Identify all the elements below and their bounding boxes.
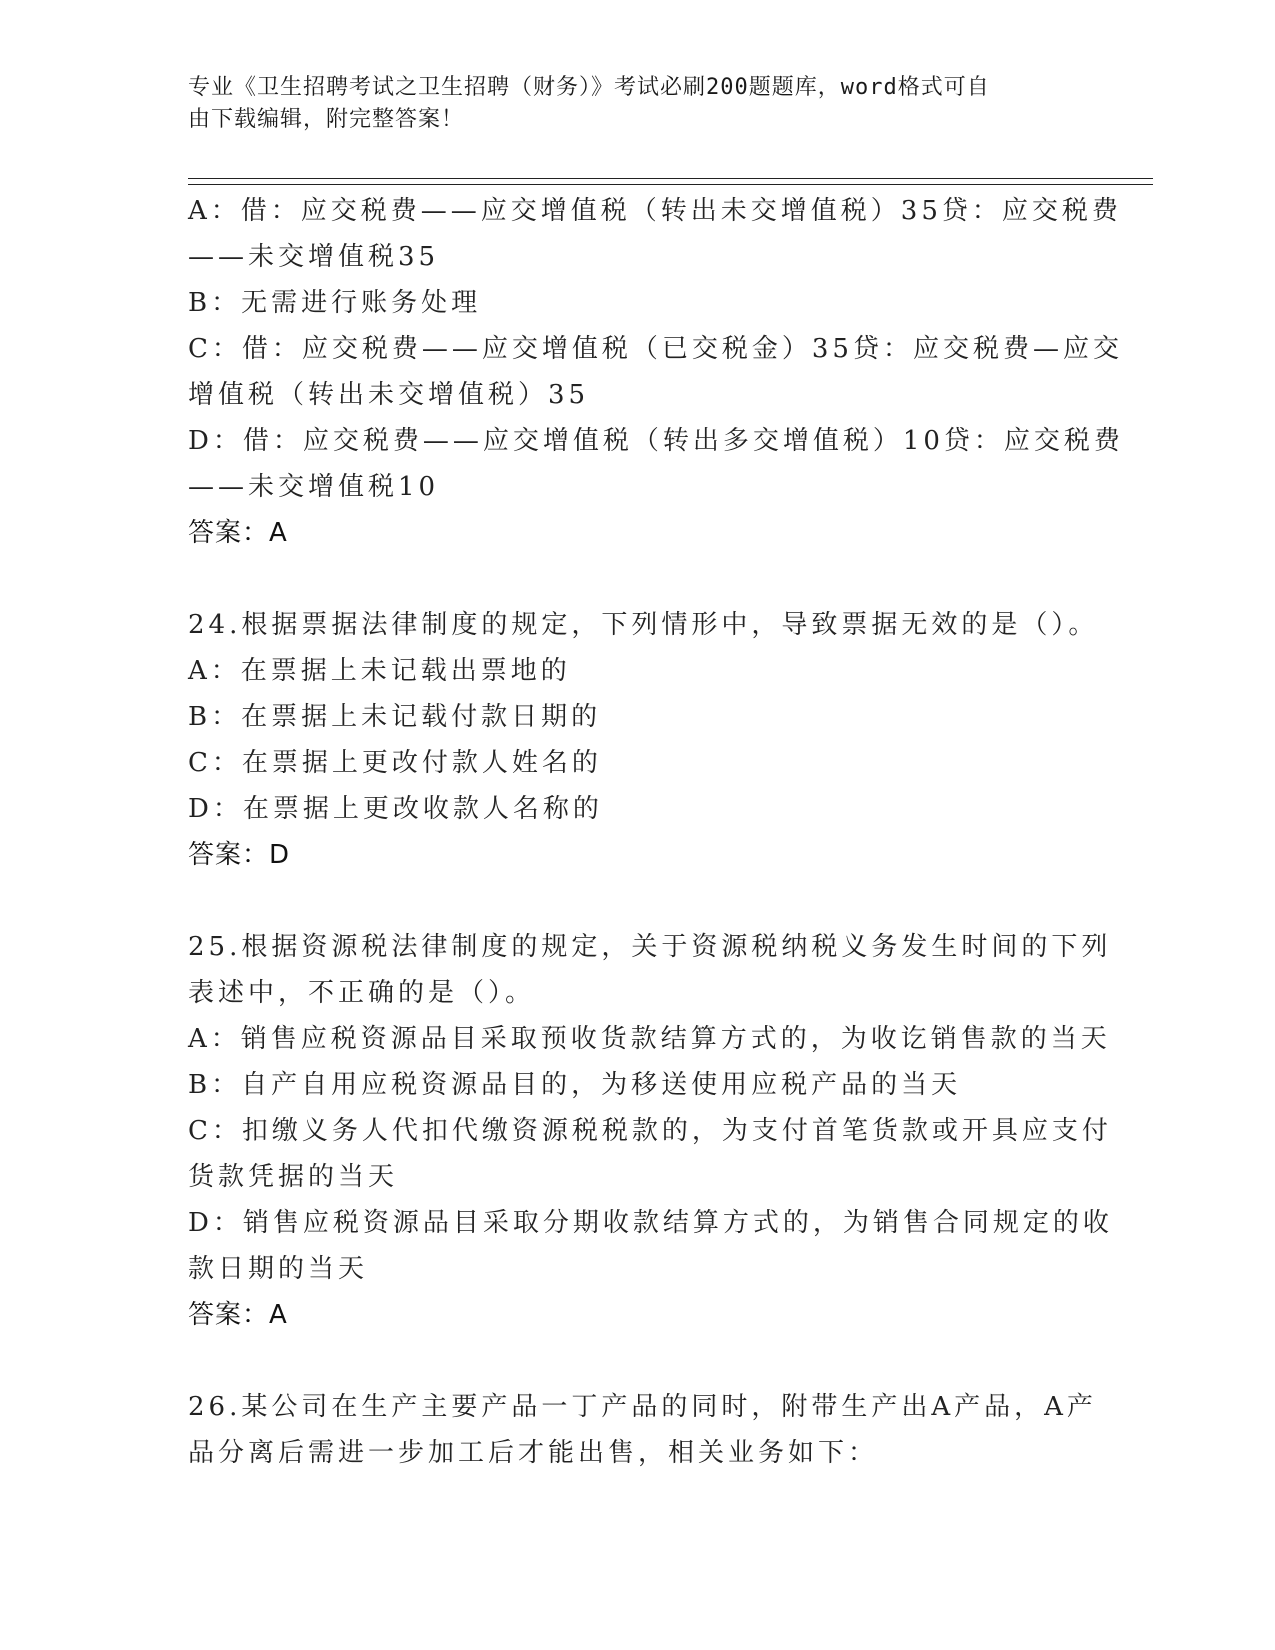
spacer (188, 556, 1088, 602)
q23-option-d-line2: ——未交增值税10 (188, 472, 440, 502)
spacer (188, 878, 1088, 924)
document-body (188, 188, 1124, 1476)
question-23-options (188, 188, 1124, 556)
q25-answer: 答案：A (188, 1300, 288, 1330)
q25-option-c-line2: 货款凭据的当天 (188, 1162, 399, 1192)
spacer (188, 1338, 1088, 1384)
header-line-1: 专业《卫生招聘考试之卫生招聘（财务）》考试必刷200题题库，word格式可自 (188, 75, 990, 100)
q24-option-a: A：在票据上未记载出票地的 (188, 656, 571, 686)
q23-option-c-line2: 增值税（转出未交增值税）35 (188, 380, 590, 410)
header-divider-bottom (188, 184, 1153, 185)
q25-option-b: B：自产自用应税资源品目的，为移送使用应税产品的当天 (188, 1070, 962, 1100)
q23-option-d-line1: D：借：应交税费——应交增值税（转出多交增值税）10贷：应交税费 (188, 426, 1124, 456)
q24-stem: 24.根据票据法律制度的规定，下列情形中，导致票据无效的是（）。 (188, 610, 1099, 640)
question-26 (188, 1384, 1097, 1476)
q23-option-a-line1: A：借：应交税费——应交增值税（转出未交增值税）35贷：应交税费 (188, 196, 1122, 226)
q25-option-c-line1: C：扣缴义务人代扣代缴资源税税款的，为支付首笔货款或开具应支付 (188, 1116, 1112, 1146)
question-24 (188, 602, 1099, 878)
q24-option-b: B：在票据上未记载付款日期的 (188, 702, 602, 732)
q25-option-a: A：销售应税资源品目采取预收货款结算方式的，为收讫销售款的当天 (188, 1024, 1111, 1054)
q25-option-d-line2: 款日期的当天 (188, 1254, 369, 1284)
q25-option-d-line1: D：销售应税资源品目采取分期收款结算方式的，为销售合同规定的收 (188, 1208, 1113, 1238)
q26-stem-line1: 26.某公司在生产主要产品一丁产品的同时，附带生产出A产品，A产 (188, 1392, 1097, 1422)
q24-answer: 答案：D (188, 840, 291, 870)
q23-option-a-line2: ——未交增值税35 (188, 242, 440, 272)
document-header (188, 72, 1068, 136)
header-divider-top (188, 178, 1153, 179)
q23-option-b: B：无需进行账务处理 (188, 288, 482, 318)
q25-stem-line2: 表述中，不正确的是（）。 (188, 978, 536, 1008)
q25-stem-line1: 25.根据资源税法律制度的规定，关于资源税纳税义务发生时间的下列 (188, 932, 1112, 962)
q24-option-d: D：在票据上更改收款人名称的 (188, 794, 603, 824)
q24-option-c: C：在票据上更改付款人姓名的 (188, 748, 602, 778)
header-line-2: 由下载编辑，附完整答案！ (188, 107, 465, 132)
q23-option-c-line1: C：借：应交税费——应交增值税（已交税金）35贷：应交税费—应交 (188, 334, 1123, 364)
q26-stem-line2: 品分离后需进一步加工后才能出售，相关业务如下： (188, 1438, 879, 1468)
question-25 (188, 924, 1113, 1338)
q23-answer: 答案：A (188, 518, 288, 548)
